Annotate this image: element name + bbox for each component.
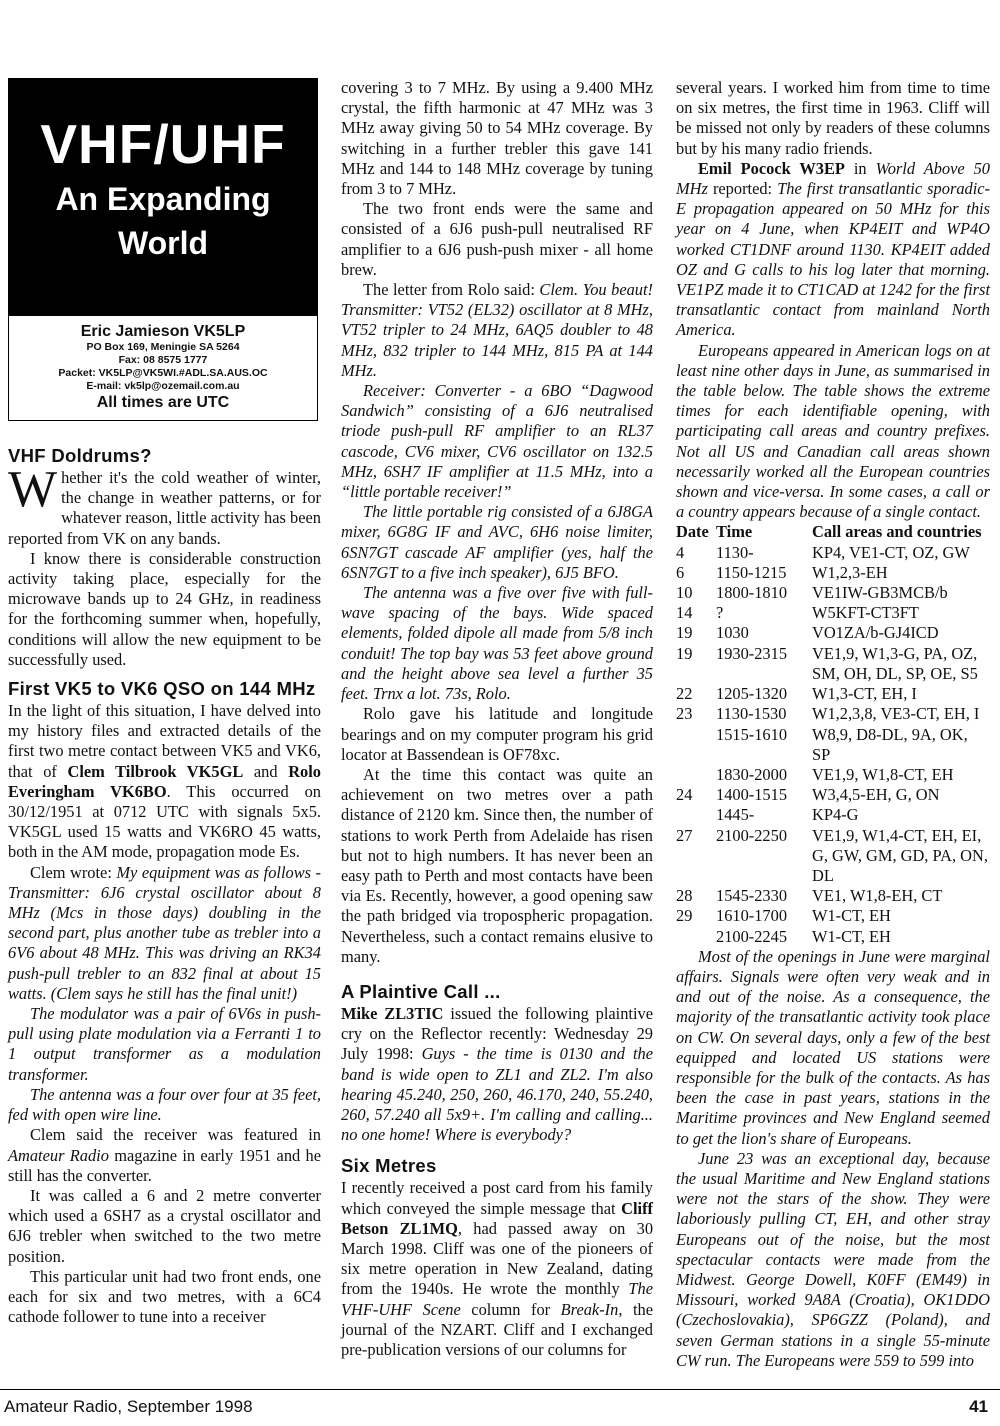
paragraph: several years. I worked him from time to time on six metres, the first time in 1963. Cliff will be missed not only by readers of these columns but by his many radio friends. bbox=[676, 78, 990, 158]
paragraph: The modulator was a pair of 6V6s in push-pull using plate modulation via a Ferranti 1 to 1 output transformer as a modulation transformer. bbox=[8, 1004, 321, 1084]
drop-cap: W bbox=[8, 461, 58, 518]
column-title: VHF/UHF bbox=[40, 113, 286, 175]
table-cell-calls: VE1,9, W1,3-G, PA, OZ, SM, OH, DL, SP, OE, S5 bbox=[812, 643, 978, 683]
table-row bbox=[676, 704, 990, 724]
paragraph: It was called a 6 and 2 metre converter which used a 6SH7 as a crystal oscillator and 6J6 trebler when switched to the two metre position. bbox=[8, 1185, 321, 1266]
page-footer bbox=[0, 1389, 1000, 1419]
title-banner bbox=[9, 79, 317, 316]
table-cell-date: 6 bbox=[676, 562, 685, 582]
table-row bbox=[676, 684, 990, 704]
author-email: E-mail: vk5lp@ozemail.com.au bbox=[86, 380, 240, 392]
paragraph: Clem said the receiver was featured in Amateur Radio magazine in early 1951 and he still has the converter. bbox=[8, 1125, 321, 1185]
paragraph: I recently received a post card from his family which conveyed the simple message that Cliff Betson ZL1MQ, had passed away on 30 March 1998. Cliff was one of the pioneers of six metre operation in New Zealand, dating from the 1940s. He wrote the monthly The VHF-UHF Scene column for Break-In, the journal of the NZART. Cliff and I exchanged pre-publication versions of our columns for bbox=[341, 1178, 654, 1359]
table-row bbox=[676, 623, 990, 643]
table-row bbox=[676, 583, 990, 603]
paragraph: Europeans appeared in American logs on at least nine other days in June, as summarised in the table below. The table shows the extreme times for each identifiable opening, with participating call areas and country prefixes. Not all US and Canadian call areas shown necessarily worked all the European countries shown and vice-versa. In some cases, a call or a country appears because of a single contact. bbox=[676, 340, 990, 522]
table-cell-date: 27 bbox=[676, 825, 693, 845]
table-row bbox=[676, 563, 990, 583]
table-row bbox=[676, 886, 990, 906]
table-cell-time: 1545-2330 bbox=[716, 886, 788, 906]
column-2 bbox=[341, 78, 653, 1360]
paragraph: The antenna was a four over four at 35 feet, fed with open wire line. bbox=[8, 1084, 321, 1125]
table-cell-date: 10 bbox=[676, 583, 693, 603]
paragraph: In the light of this situation, I have delved into my history files and extracted details of the first two metre contact between VK5 and VK6, that of Clem Tilbrook VK5GL and Rolo Everingham VK6BO. This occurred on 30/12/1951 at 0712 UTC with signals 5x5. VK5GL used 15 watts and VK6RO 45 watts, both in the AM mode, propagation mode Es. bbox=[8, 701, 321, 862]
table-row bbox=[676, 826, 990, 887]
table-cell-time: 1930-2315 bbox=[716, 643, 788, 663]
table-header-calls: Call areas and countries bbox=[812, 522, 982, 542]
table-cell-date: 28 bbox=[676, 886, 693, 906]
table-cell-time: 1130-1530 bbox=[716, 704, 787, 724]
table-row bbox=[676, 805, 990, 825]
paragraph: Rolo gave his latitude and longitude bearings and on my computer program his grid locator at Bassendean is OF78xc. bbox=[341, 704, 653, 764]
table-cell-time: 1400-1515 bbox=[716, 785, 788, 805]
table-row bbox=[676, 725, 990, 765]
table-cell-calls: VE1,9, W1,4-CT, EH, EI, G, GW, GM, GD, PA, ON, DL bbox=[812, 825, 988, 885]
table-row bbox=[676, 644, 990, 684]
author-packet: Packet: VK5LP@VK5WI.#ADL.SA.AUS.OC bbox=[58, 367, 268, 379]
page-number: 41 bbox=[969, 1397, 988, 1416]
table-cell-calls: W8,9, D8-DL, 9A, OK, SP bbox=[812, 724, 968, 764]
column-1 bbox=[8, 78, 321, 1327]
table-cell-calls: W5KFT-CT3FT bbox=[812, 603, 919, 623]
table-cell-time: 1150-1215 bbox=[716, 562, 787, 582]
author-name: Eric Jamieson VK5LP bbox=[80, 323, 246, 340]
paragraph: The two front ends were the same and consisted of a 6J6 push-pull neutralised RF amplifier to a 6J6 push-push mixer - all home brew. bbox=[341, 199, 653, 279]
table-cell-date bbox=[676, 725, 716, 765]
column-subtitle-2: World bbox=[117, 225, 209, 261]
qso-table-body bbox=[676, 543, 990, 947]
table-cell-time: 1830-2000 bbox=[716, 764, 788, 784]
paragraph: Clem wrote: My equipment was as follows - Transmitter: 6J6 crystal oscillator about 8 MHz (Mcs in those days) doubling in the second part, plus another tube as trebler into a 6V6 about 48 MHz. This was driving an RK34 push-pull trebler to an 832 final at about 15 watts. (Clem says he still has the final unit!) bbox=[8, 862, 321, 1003]
table-cell-date: 23 bbox=[676, 704, 693, 724]
table-cell-time: 1445- bbox=[716, 805, 755, 825]
paragraph: Emil Pocock W3EP in World Above 50 MHz reported: The first transatlantic sporadic-E propagation appeared on 50 MHz for this year on 4 June, when KP4EIT and WP4O worked CT1DNF around 1130. KP4EIT added OZ and G calls to his log later that morning. VE1PZ made it to CT1CAD at 1242 for the first transatlantic contact from mainland North America. bbox=[676, 158, 991, 340]
column-3 bbox=[676, 78, 990, 1371]
paragraph: Most of the openings in June were marginal affairs. Signals were often very weak and in and out of the noise. As a consequence, the majority of the transatlantic activity took place on CW. On several days, only a few of the best equipped and located US stations were responsible for the bulk of the contacts. As has been the case in past years, stations in the Maritime provinces and New England seemed to get the lion's share of Europeans. bbox=[676, 946, 990, 1148]
paragraph: June 23 was an exceptional day, because the usual Maritime and New England stations were not the stars of the show. They were laboriously pulling CT, EH, and other stray Europeans out of the noise, but the most spectacular contacts were made from the Midwest. George Dowell, K0FF (EM49) in Missouri, worked 9A8A (Croatia), OK1DDO (Czechoslovakia), SP6GZZ (Poland), and seven German stations in a single 55-minute CW run. The Europeans were 559 to 599 into bbox=[676, 1148, 990, 1370]
table-cell-date: 24 bbox=[676, 785, 693, 805]
table-cell-calls: KP4, VE1-CT, OZ, GW bbox=[812, 542, 970, 562]
paragraph: The little portable rig consisted of a 6J8GA mixer, 6G8G IF and AVC, 6H6 noise limiter, 6SN7GT cascade AF amplifier (yes, half the 6SN7GT to a five inch speaker), 6J5 BFO. bbox=[341, 502, 653, 582]
table-header-date: Date bbox=[676, 522, 709, 542]
heading-vhf-doldrums: VHF Doldrums? bbox=[8, 445, 152, 466]
paragraph: Whether it's the cold weather of winter, the change in weather patterns, or for whatever reason, little activity has been reported from VK on any bands. bbox=[8, 461, 321, 548]
table-row bbox=[676, 543, 990, 563]
author-fax: Fax: 08 8575 1777 bbox=[118, 354, 208, 366]
paragraph: At the time this contact was quite an achievement on two metres over a path distance of 2120 km. Since then, the number of stations to work Perth from Adelaide has risen but not to high numbers. It has never been an easy path to Perth and most contacts have been via Es. Recently, however, a good opening saw the path bridged via tropospheric propagation. Nevertheless, such a contact remains elusive to many. bbox=[341, 764, 653, 966]
table-cell-date: 22 bbox=[676, 684, 693, 704]
table-cell-time: 1030 bbox=[716, 623, 749, 643]
table-cell-time: 2100-2250 bbox=[716, 825, 788, 845]
table-cell-date: 29 bbox=[676, 906, 693, 926]
footer-publication: Amateur Radio, September 1998 bbox=[4, 1397, 253, 1416]
heading-six-metres: Six Metres bbox=[341, 1155, 437, 1177]
table-header-time: Time bbox=[716, 522, 753, 542]
table-cell-date: 14 bbox=[676, 603, 693, 623]
author-po-box: PO Box 169, Meningie SA 5264 bbox=[86, 341, 240, 353]
table-row bbox=[676, 906, 990, 926]
table-row bbox=[676, 765, 990, 785]
heading-first-vk5-vk6: First VK5 to VK6 QSO on 144 MHz bbox=[8, 678, 316, 700]
table-row bbox=[676, 785, 990, 805]
table-cell-calls: W3,4,5-EH, G, ON bbox=[812, 785, 940, 805]
paragraph: This particular unit had two front ends, one each for six and two metres, with a 6C4 cathode follower to tune into a receiver bbox=[8, 1266, 321, 1327]
table-cell-time: 1610-1700 bbox=[716, 906, 788, 926]
table-cell-calls: W1-CT, EH bbox=[812, 906, 891, 926]
table-cell-calls: W1,3-CT, EH, I bbox=[812, 684, 917, 704]
table-cell-date: 4 bbox=[676, 542, 685, 562]
qso-table bbox=[676, 522, 990, 946]
paragraph: Mike ZL3TIC issued the following plaintive cry on the Reflector recently: Wednesday 29 July 1998: Guys - the time is 0130 and the band is wide open to ZL1 and ZL2. I'm also hearing 45.240, 250, 260, 46.170, 240, 55.240, 260, 57.240 all 5x9+. I'm calling and calling... no one home! Where is everybody? bbox=[341, 1003, 653, 1145]
utc-note: All times are UTC bbox=[96, 394, 230, 411]
table-cell-date: 19 bbox=[676, 623, 693, 643]
table-row bbox=[676, 927, 990, 947]
paragraph: The antenna was a five over five with full-wave spacing of the bays. Wide spaced elements, folded dipole all made from 5/8 inch conduit! The top bay was 53 feet above ground and the height above sea level a further 35 feet. Trnx a lot. 73s, Rolo. bbox=[341, 583, 653, 704]
table-cell-calls: W1-CT, EH bbox=[812, 926, 891, 946]
author-contact-block bbox=[9, 316, 317, 420]
table-cell-calls: VE1IW-GB3MCB/b bbox=[812, 583, 948, 603]
table-cell-date bbox=[676, 765, 716, 785]
table-cell-date bbox=[676, 805, 716, 825]
paragraph: I know there is considerable construction activity taking place, especially for the microwave bands up to 24 GHz, in readiness for the forthcoming summer when, hopefully, conditions will allow the new equipment to be successfully used. bbox=[8, 548, 321, 669]
table-cell-time: 1515-1610 bbox=[716, 724, 788, 744]
table-cell-time: 1800-1810 bbox=[716, 583, 788, 603]
paragraph: The letter from Rolo said: Clem. You beaut! Transmitter: VT52 (EL32) oscillator at 8 MHz, VT52 tripler to 24 MHz, 6AQ5 doubler to 48 MHz, 832 tripler to 144 MHz, 815 PA at 144 MHz. bbox=[341, 280, 653, 380]
table-cell-calls: W1,2,3,8, VE3-CT, EH, I bbox=[812, 704, 980, 724]
table-cell-time: ? bbox=[716, 603, 724, 623]
footer-rule bbox=[0, 1389, 1000, 1390]
table-cell-time: 1130- bbox=[716, 542, 754, 562]
table-header-row bbox=[676, 522, 990, 542]
title-box bbox=[8, 78, 318, 421]
table-cell-calls: VO1ZA/b-GJ4ICD bbox=[812, 623, 939, 643]
paragraph: Receiver: Converter - a 6BO “Dagwood Sandwich” consisting of a 6J6 neutralised triode push-pull RF amplifier to an RL37 cascode, CV6 mixer, CV6 oscillator on 132.5 MHz, 6SH7 IF amplifier at 11.5 MHz, into a “little portable receiver!” bbox=[341, 381, 653, 502]
table-cell-calls: VE1,9, W1,8-CT, EH bbox=[812, 764, 954, 784]
table-cell-time: 1205-1320 bbox=[716, 684, 788, 704]
paragraph: covering 3 to 7 MHz. By using a 9.400 MHz crystal, the fifth harmonic at 47 MHz was 3 MHz away giving 50 to 54 MHz coverage. By switching in a further trebler this gave 141 MHz and 144 to 148 MHz coverage by tuning from 3 to 7 MHz. bbox=[341, 78, 653, 199]
table-cell-date: 19 bbox=[676, 643, 693, 663]
table-cell-calls: VE1, W1,8-EH, CT bbox=[812, 886, 943, 906]
column-subtitle-1: An Expanding bbox=[55, 181, 271, 217]
table-row bbox=[676, 603, 990, 623]
table-cell-date bbox=[676, 927, 716, 947]
table-cell-calls: W1,2,3-EH bbox=[812, 562, 888, 582]
table-cell-calls: KP4-G bbox=[812, 805, 859, 825]
heading-plaintive-call: A Plaintive Call ... bbox=[341, 980, 501, 1002]
table-cell-time: 2100-2245 bbox=[716, 926, 788, 946]
